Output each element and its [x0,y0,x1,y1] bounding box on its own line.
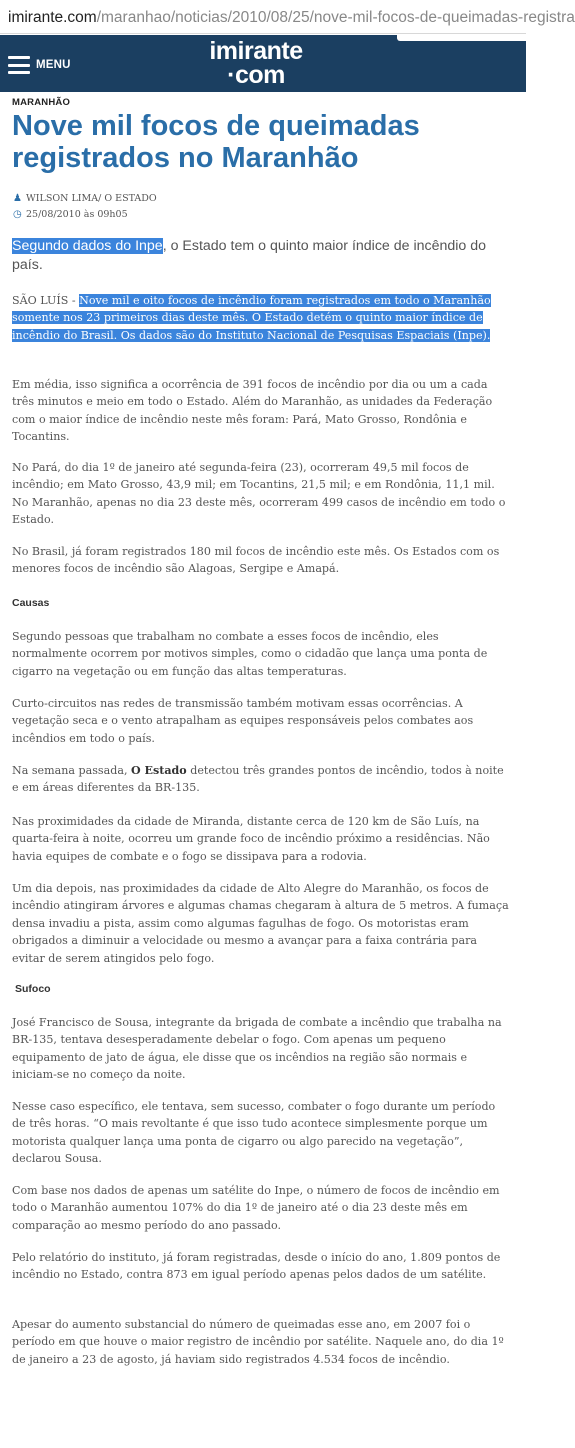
subhead-causas: Causas [12,597,50,609]
lead-highlighted: Segundo dados do Inpe [12,238,163,254]
header-tab [397,35,526,41]
paragraph-7-bold: O Estado [131,764,187,777]
paragraph-7 [12,762,512,797]
paragraph-9: Um dia depois, nas proximidades da cidade de Alto Alegre do Maranhão, os focos de incêndio atingiram árvores e algumas chamas chegaram à altura de 5 metros. A fumaça densa invadiu a pista, assim como algumas fagulhas de fogo. Os motoristas eram obrigados a diminuir a velocidade ou mesmo a avançar para a faixa contrária para evitar de serem atingidos pelo fogo. [12,882,509,965]
date-row [13,209,128,220]
paragraph-3: No Pará, do dia 1º de janeiro até segunda-feira (23), ocorreram 49,5 mil focos de incêndio; em Mato Grosso, 43,9 mil; em Tocantins, 21,5 mil; e em Rondônia, 11,1 mil. No Maranhão, apenas no dia 23 deste mês, ocorreram 499 casos de incêndio em todo o Estado. [12,461,506,527]
paragraph-2: Em média, isso significa a ocorrência de 391 focos de incêndio por dia ou um a cada três minutos e meio em todo o Estado. Além do Maranhão, as unidades da Federação com o maior índice de incêndio neste mês foram: Pará, Mato Grosso, Rondônia e Tocantins. [12,378,493,444]
paragraph-10: José Francisco de Sousa, integrante da brigada de combate a incêndio que trabalha na BR-135, tentava desesperadamente debelar o fogo. Com apenas um pequeno equipamento de jato de água, ele disse que os incêndios na região são normais e iniciam-se no começo da noite. [12,1016,502,1082]
paragraph-1-prefix: SÃO LUÍS - [12,294,80,307]
article-title: Nove mil focos de queimadas registrados no Maranhão [12,110,420,174]
article-lead [12,237,507,274]
author-name: WILSON LIMA/ O ESTADO [26,193,157,204]
address-host: imirante.com [8,9,97,26]
logo-line-2: ·com [227,61,285,89]
paragraph-7-before: Na semana passada, [12,764,132,777]
address-path: /maranhao/noticias/2010/08/25/nove-mil-focos-de-queimadas-registra [96,9,575,26]
paragraph-5: Segundo pessoas que trabalham no combate a esses focos de incêndio, eles normalmente ocorrem por motivos simples, como o cidadão que lança uma ponta de cigarro na vegetação ou em função das altas temperaturas. [12,630,488,678]
logo-line-1: imirante [209,37,303,65]
paragraph-11: Nesse caso específico, ele tentava, sem sucesso, combater o fogo durante um período de três horas. “O mais revoltante é que isso tudo acontece simplesmente porque um motorista qualquer lança uma ponta de cigarro ou algo parecido na vegetação”, declarou Sousa. [12,1100,496,1166]
publish-date: 25/08/2010 às 09h05 [26,209,128,220]
site-header [0,35,526,92]
paragraph-8: Nas proximidades da cidade de Miranda, distante cerca de 120 km de São Luís, na quarta-feira à noite, ocorreu um grande foco de incêndio próximo a residências. Não havia equipes de combate e o fogo se dissipava para a rodovia. [12,815,490,863]
address-bar[interactable] [0,0,575,34]
clock-icon: ◷ [13,209,22,220]
paragraph-4: No Brasil, já foram registrados 180 mil focos de incêndio este mês. Os Estados com os menores focos de incêndio são Alagoas, Sergipe e Amapá. [12,545,500,576]
paragraph-1 [12,292,512,344]
subhead-sufoco: Sufoco [15,983,51,995]
author-row [13,193,157,204]
paragraph-12: Com base nos dados de apenas um satélite do Inpe, o número de focos de incêndio em todo o Maranhão aumentou 107% do dia 1º de janeiro até o dia 23 deste mês em comparação ao mesmo período do ano passado. [12,1184,500,1232]
paragraph-7-after: detectou três grandes pontos de incêndio, todos à noite e em áreas diferentes da BR-135. [12,764,504,795]
menu-label: MENU [36,59,71,71]
lead-rest: , o Estado tem o quinto maior índice de incêndio do país. [12,238,487,273]
paragraph-6: Curto-circuitos nas redes de transmissão também motivam essas ocorrências. A vegetação seca e o vento atrapalham as equipes responsáveis pelos combates aos incêndios em todo o país. [12,697,474,745]
menu-button[interactable] [8,55,71,75]
paragraph-1-highlighted: Nove mil e oito focos de incêndio foram registrados em todo o Maranhão somente nos 23 primeiros dias deste mês. O Estado detém o quinto maior índice de incêndio do Brasil. Os dados são do Instituto Nacional de Pesquisas Espaciais (Inpe). [12,294,491,342]
paragraph-14: Apesar do aumento substancial do número de queimadas esse ano, em 2007 foi o período em que houve o maior registro de incêndio por satélite. Naquele ano, do dia 1º de janeiro a 23 de agosto, já haviam sido registrados 4.534 focos de incêndio. [12,1318,504,1366]
paragraph-13: Pelo relatório do instituto, já foram registradas, desde o início do ano, 1.809 pontos de incêndio no Estado, contra 873 em igual período apenas pelos dados de um satélite. [12,1251,501,1282]
section-label[interactable]: MARANHÃO [12,97,71,108]
site-logo[interactable] [186,39,326,87]
hamburger-icon [8,56,30,74]
user-icon: ♟ [13,193,22,204]
